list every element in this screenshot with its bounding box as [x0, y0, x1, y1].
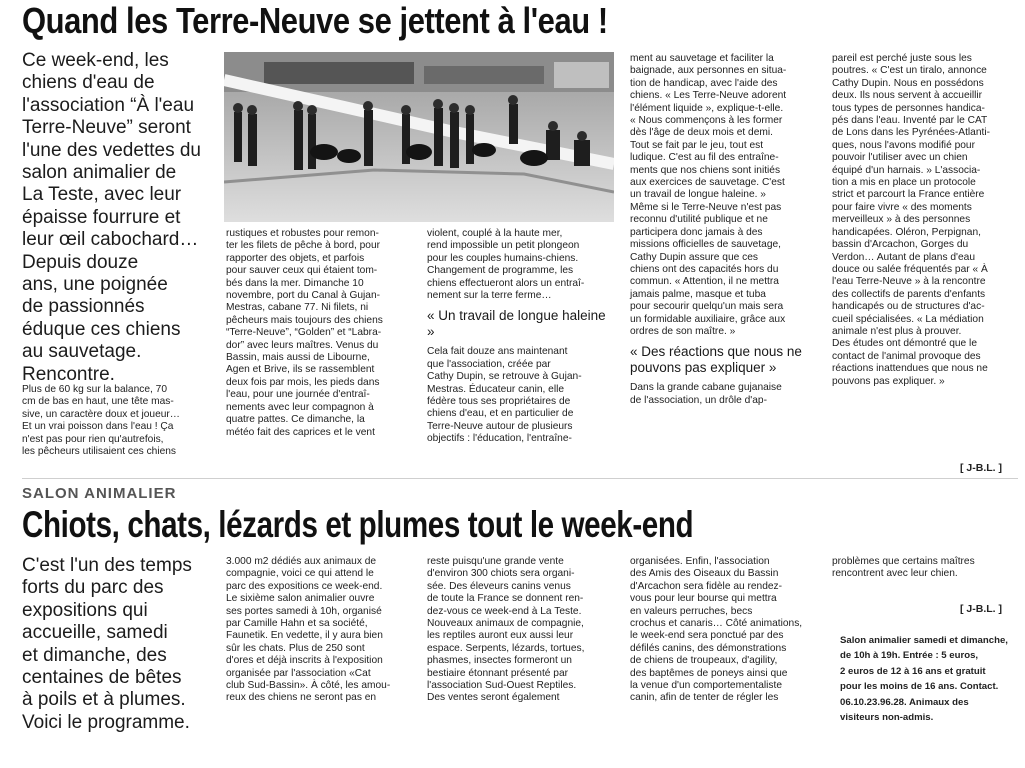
text-line: ludique. C'est au fil des entraîne-	[630, 152, 779, 164]
text-line: strict et parcourt la France entière	[832, 189, 985, 201]
article1-col2-text	[226, 228, 412, 439]
text-line: pour secourir quelqu'un mais sera	[630, 301, 784, 313]
text-line: cm de bas en haut, une tête mas-	[22, 396, 174, 408]
text-line: en valeurs perruches, becs	[630, 605, 753, 617]
text-line: Cela fait douze ans maintenant	[427, 346, 568, 358]
text-line: Des études ont démontré que le	[832, 338, 977, 350]
text-line: Agen et Brive, ils se rassemblent	[226, 364, 375, 376]
text-line: Changement de programme, les	[427, 265, 574, 277]
article1-headline: Quand les Terre-Neuve se jettent à l'eau !	[22, 0, 608, 41]
text-line: pouvons pas expliquer. »	[832, 375, 945, 387]
text-line: dez-vous ce week-end à La Teste.	[427, 605, 582, 617]
article1-col1	[22, 384, 212, 458]
text-line: parc des expositions ce week-end.	[226, 580, 383, 592]
text-line: de l'association, un drôle d'ap-	[630, 394, 767, 406]
text-line: animale n'est plus à prouver.	[832, 325, 962, 337]
text-line: pour les couples humains-chiens.	[427, 252, 579, 264]
text-line: le week-end sera ponctué par des	[630, 630, 784, 642]
text-line: l'élément liquide », explique-t-elle.	[630, 102, 784, 114]
text-line: réactions inattendues que nous ne	[832, 363, 988, 375]
text-line: nement sur la terre ferme…	[427, 290, 552, 302]
text-line: dès l'âge de deux mois et demi.	[630, 127, 773, 139]
article1-col2	[226, 228, 412, 439]
text-line: pêcheurs mais toujours des chiens	[226, 314, 383, 326]
text-line: forts du parc des	[22, 577, 164, 599]
text-line: Et un vrai poisson dans l'eau ! Ça	[22, 421, 174, 433]
article2-col5-text	[832, 556, 1018, 581]
text-line: par Camille Hahn et sa société,	[226, 618, 368, 630]
text-line: tion de handicap, avec l'aide des	[630, 77, 778, 89]
text-line: reste puisqu'une grande vente	[427, 556, 564, 567]
text-line: chiens. « Les Terre-Neuve adorent	[630, 90, 787, 102]
text-line: organisées. Enfin, l'association	[630, 556, 770, 567]
article1-subhead-2: « Des réactions que nous ne pouvons pas expliquer »	[630, 344, 802, 376]
text-line: novembre, port du Canal à Gujan-	[226, 290, 381, 302]
text-line: pour sauver ceux qui étaient tom-	[226, 265, 378, 277]
text-line: missions officielles de sauvetage,	[630, 239, 782, 251]
text-line: bestiaire étonnant présenté par	[427, 667, 569, 679]
text-line: phasmes, insectes formeront un	[427, 655, 572, 667]
article1-col3a-text	[427, 228, 613, 302]
text-line: l'eau, pour une journée d'entraî-	[226, 389, 370, 401]
text-line: pour les moins de 16 ans. Contact.	[840, 681, 999, 693]
text-line: ment au sauvetage et faciliter la	[630, 53, 774, 64]
text-line: nements avec leur compagnon à	[226, 401, 374, 413]
text-line: Des ventes seront également	[427, 692, 560, 704]
text-line: l'association “À l'eau	[22, 94, 195, 116]
text-line: salon animalier de	[22, 162, 177, 184]
text-line: équipé d'un harnais. » L'associa-	[832, 164, 981, 176]
text-line: objectifs : l'éducation, l'entraîne-	[427, 433, 572, 445]
text-line: d'environ 300 chiots sera organi-	[427, 568, 575, 580]
text-line: les reptiles auront eux aussi leur	[427, 630, 574, 642]
text-line: quatre pattes. Ce dimanche, la	[226, 414, 365, 426]
text-line: club Sud-Bassin». À côté, les amou-	[226, 680, 391, 692]
text-line: visiteurs non-admis.	[840, 712, 934, 724]
article1-col5-text	[832, 53, 1018, 388]
text-line: C'est l'un des temps	[22, 555, 192, 576]
text-line: sée. Des éleveurs canins venus	[427, 580, 571, 592]
event-info-text	[840, 633, 1020, 725]
text-line: merveilleux » à des personnes	[832, 214, 971, 226]
article1-col3	[427, 228, 613, 446]
text-line: « Nous commençons à les former	[630, 115, 783, 127]
text-line: Terre-Neuve” seront	[22, 117, 191, 139]
text-line: violent, couplé à la haute mer,	[427, 228, 563, 239]
text-line: douce ou salée fréquentés par « À	[832, 263, 988, 275]
text-line: et dimanche, des	[22, 644, 167, 666]
event-info-box	[840, 633, 1020, 725]
text-line: crochus et canaris… Côté animations,	[630, 618, 803, 630]
text-line: compagnie, voici ce qui attend le	[226, 568, 374, 580]
text-line: chiens ont des capacités hors du	[630, 263, 779, 275]
article2-col2	[226, 556, 412, 705]
text-line: Cathy Dupin assure que ces	[630, 251, 758, 263]
article1-col1-text	[22, 384, 212, 458]
text-line: Voici le programme.	[22, 711, 190, 733]
text-line: accueille, samedi	[22, 622, 168, 644]
text-line: leur œil cabochard…	[22, 229, 199, 251]
text-line: 3.000 m2 dédiés aux animaux de	[226, 556, 377, 567]
article1-col4	[630, 53, 816, 407]
article2-lead	[22, 555, 222, 734]
text-line: expositions qui	[22, 599, 148, 621]
text-line: météo fait des caprices et le vent	[226, 426, 375, 438]
article2-col3	[427, 556, 613, 705]
article2-signature: [ J-B.L. ]	[960, 603, 1002, 615]
text-line: de Lons dans les Pyrénées-Atlanti-	[832, 127, 990, 139]
text-line: handicapées. Oléron, Perpignan,	[832, 226, 981, 238]
article2-col4-text	[630, 556, 816, 705]
text-line: tion a mis en place un protocole	[832, 177, 976, 189]
text-line: jamais palme, masque et tuba	[630, 288, 766, 300]
article2-col5	[832, 556, 1018, 581]
text-line: bassin d'Arcachon, Gorges du	[832, 239, 969, 251]
text-line: contact de l'animal provoque des	[832, 350, 981, 362]
text-line: sive, un caractère doux et joueur…	[22, 408, 180, 420]
text-line: pareil est perché juste sous les	[832, 53, 972, 64]
text-line: Mestras, cabane 77. Ni filets, ni	[226, 302, 369, 314]
text-line: problèmes que certains maîtres	[832, 556, 975, 567]
text-line: reconnu d'utilité publique et ne	[630, 214, 768, 226]
text-line: de toute la France se donnent ren-	[427, 593, 584, 605]
text-line: pés dans l'eau. Inventé par le CAT	[832, 115, 988, 127]
text-line: Faunetik. En vedette, il y aura bien	[226, 630, 383, 642]
text-line: de passionnés	[22, 296, 145, 318]
text-line: fédère tous ses propriétaires de	[427, 396, 571, 408]
article2-col4	[630, 556, 816, 705]
swimmers-with-dogs-photo	[224, 52, 614, 222]
text-line: poutres. « C'est un tiralo, annonce	[832, 65, 987, 77]
text-line: Salon animalier samedi et dimanche,	[840, 635, 1008, 646]
text-line: Cathy Dupin, se retrouve à Gujan-	[427, 371, 582, 383]
article1-lead-text	[22, 50, 222, 386]
text-line: Depuis douze	[22, 251, 139, 273]
text-line: Même si le Terre-Neuve n'est pas	[630, 201, 782, 213]
text-line: commun. « Attention, il ne mettra	[630, 276, 779, 288]
section-divider	[22, 478, 1018, 479]
text-line: ans, une poignée	[22, 274, 168, 296]
article1-col3b-text	[427, 346, 613, 445]
article1-lead	[22, 50, 222, 386]
article2-col2-text	[226, 556, 412, 705]
text-line: canin, afin de tenter de régler les	[630, 692, 779, 704]
text-line: deux. Ils nous servent à accueillir	[832, 90, 983, 102]
text-line: d'ores et déjà inscrits à l'exposition	[226, 655, 383, 667]
text-line: défilés canins, des démonstrations	[630, 642, 787, 654]
text-line: vous pour leur bourse qui mettra	[630, 593, 777, 605]
text-line: Rencontre.	[22, 363, 115, 385]
text-line: pouvoir l'utiliser avec un chien	[832, 152, 968, 164]
text-line: l'une des vedettes du	[22, 139, 201, 161]
text-line: épaisse fourrure et	[22, 206, 181, 228]
text-line: d'Arcachon sera fidèle au rendez-	[630, 580, 783, 592]
text-line: Terre-Neuve autour de plusieurs	[427, 420, 573, 432]
article1-photo	[224, 52, 614, 222]
text-line: participera donc jamais à des	[630, 226, 763, 238]
article1-col4a-text	[630, 53, 816, 338]
text-line: les pêcheurs utilisaient ces chiens	[22, 446, 177, 458]
text-line: rencontrent avec leur chien.	[832, 568, 958, 580]
text-line: éduque ces chiens	[22, 318, 181, 340]
text-line: Dans la grande cabane gujanaise	[630, 382, 782, 394]
text-line: Le sixième salon animalier ouvre	[226, 593, 375, 605]
text-line: pour faire vivre « des moments	[832, 201, 972, 213]
text-line: tous types de personnes handica-	[832, 102, 985, 114]
text-line: Plus de 60 kg sur la balance, 70	[22, 384, 167, 395]
text-line: 06.10.23.96.28. Animaux des	[840, 696, 969, 708]
text-line: organisée par l'association «Cat	[226, 667, 371, 679]
article1-signature: [ J-B.L. ]	[960, 462, 1002, 474]
text-line: rapporter des objets, et parfois	[226, 252, 365, 264]
text-line: au sauvetage.	[22, 341, 142, 363]
text-line: de 10h à 19h. Entrée : 5 euros,	[840, 650, 979, 662]
text-line: sûr les chats. Plus de 250 sont	[226, 642, 365, 654]
text-line: l'eau Terre-Neuve » à la rencontre	[832, 276, 986, 288]
text-line: à poils et à plumes.	[22, 689, 186, 711]
text-line: 2 euros de 12 à 16 ans et gratuit	[840, 665, 986, 677]
text-line: ses portes samedi à 10h, organisé	[226, 605, 382, 617]
text-line: Verdon… Autant de plans d'eau	[832, 251, 975, 263]
text-line: ordres de son maître. »	[630, 325, 736, 337]
text-line: La Teste, avec leur	[22, 184, 182, 206]
text-line: rend impossible un petit plongeon	[427, 240, 580, 252]
article2-kicker: SALON ANIMALIER	[22, 485, 177, 502]
text-line: Ce week-end, les	[22, 50, 169, 71]
article1-col4b-text	[630, 382, 816, 407]
text-line: “Terre-Neuve”, “Golden” et “Labra-	[226, 327, 382, 339]
text-line: dor” avec leurs maîtres. Venus du	[226, 339, 379, 351]
text-line: l'association Sud-Ouest Reptiles.	[427, 680, 577, 692]
text-line: des Amis des Oiseaux du Bassin	[630, 568, 779, 580]
text-line: rustiques et robustes pour remon-	[226, 228, 379, 239]
article2-lead-text	[22, 555, 222, 734]
text-line: Mestras. Éducateur canin, elle	[427, 383, 565, 395]
text-line: des baptêmes de poneys ainsi que	[630, 667, 788, 679]
text-line: chiens d'eau de	[22, 72, 155, 94]
text-line: n'est pas pour rien qu'autrefois,	[22, 433, 164, 445]
article2-headline: Chiots, chats, lézards et plumes tout le week-end	[22, 504, 694, 545]
text-line: de chiens de troupeaux, d'agility,	[630, 655, 778, 667]
text-line: Tout se fait par le jeu, tout est	[630, 139, 764, 151]
text-line: ques, nous l'avons modifié pour	[832, 139, 975, 151]
text-line: centaines de bêtes	[22, 667, 182, 689]
text-line: ments que nos chiens sont initiés	[630, 164, 781, 176]
text-line: chiens d'eau, et en particulier de	[427, 408, 574, 420]
text-line: baignade, aux personnes en situa-	[630, 65, 787, 77]
text-line: chiens effectueront alors un entraî-	[427, 277, 585, 289]
article1-col5	[832, 53, 1018, 388]
text-line: reux des chiens ne seront pas en	[226, 692, 377, 704]
article1-subhead-1: « Un travail de longue haleine »	[427, 308, 606, 340]
text-line: que l'association, créée par	[427, 358, 551, 370]
text-line: Bassin, mais aussi de Libourne,	[226, 352, 370, 364]
text-line: un formidable auxiliaire, grâce aux	[630, 313, 786, 325]
text-line: deux fois par mois, les pieds dans	[226, 376, 380, 388]
text-line: ter les filets de pêche à bord, pour	[226, 240, 381, 252]
text-line: Nouveaux animaux de compagnie,	[427, 618, 584, 630]
text-line: la venue d'un comportementaliste	[630, 680, 783, 692]
text-line: un travail de longue haleine. »	[630, 189, 766, 201]
text-line: cueil spécialisées. « La médiation	[832, 313, 984, 325]
text-line: espace. Serpents, lézards, tortues,	[427, 642, 585, 654]
text-line: aux exercices de sauvetage. C'est	[630, 177, 785, 189]
text-line: Cathy Dupin. Nous en possédons	[832, 77, 984, 89]
text-line: des collectifs de parents d'enfants	[832, 288, 986, 300]
text-line: handicapés ou de structures d'ac-	[832, 301, 985, 313]
text-line: bés dans la mer. Dimanche 10	[226, 277, 364, 289]
article2-col3-text	[427, 556, 613, 705]
